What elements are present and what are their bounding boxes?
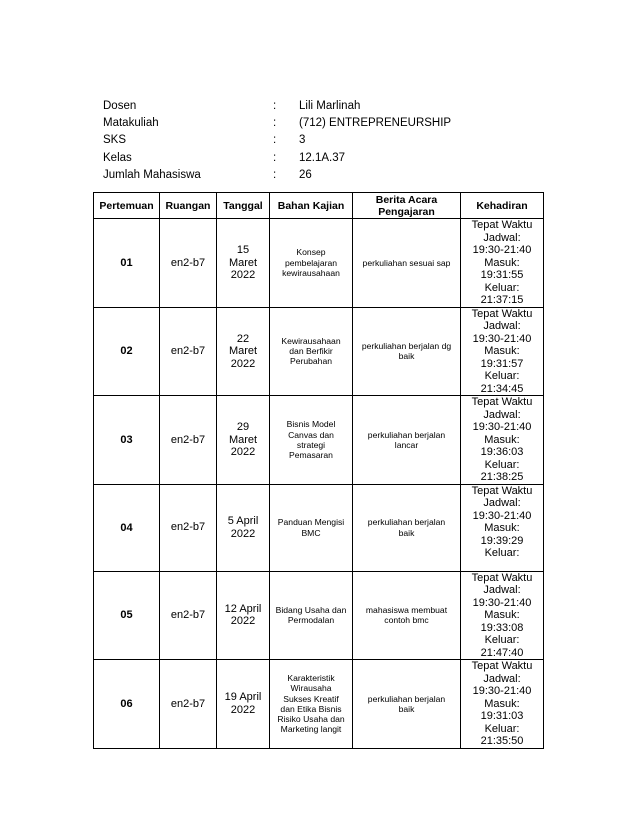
cell-berita-acara	[353, 219, 461, 308]
info-label: Kelas	[103, 151, 132, 164]
cell-berita-acara	[353, 307, 461, 396]
cell-bahan-kajian-line: Wirausaha	[290, 683, 332, 694]
cell-ruangan: en2-b7	[160, 396, 217, 485]
header-kehadiran: Kehadiran	[461, 193, 544, 219]
cell-tanggal-line: 22	[236, 332, 250, 345]
cell-kehadiran-line: Masuk:	[484, 609, 520, 621]
info-colon: :	[273, 151, 277, 164]
cell-kehadiran-line: Keluar:	[484, 634, 520, 646]
cell-ruangan: en2-b7	[160, 571, 217, 660]
cell-berita-acara	[353, 396, 461, 485]
cell-kehadiran-line: 21:47:40	[480, 646, 524, 659]
cell-tanggal-line: 2022	[230, 269, 256, 281]
cell-kehadiran-line: Tepat Waktu	[471, 571, 533, 584]
cell-kehadiran-line: Tepat Waktu	[471, 307, 533, 320]
info-row-dosen	[103, 98, 451, 115]
info-row-jumlah-mahasiswa	[103, 167, 451, 184]
cell-berita-acara	[353, 571, 461, 660]
cell-bahan-kajian-line: kewirausahaan	[282, 267, 340, 278]
cell-kehadiran-line: Keluar:	[484, 281, 520, 294]
info-row-matakuliah	[103, 115, 451, 132]
cell-bahan-kajian	[270, 571, 353, 660]
info-value: 26	[299, 168, 312, 181]
cell-berita-acara-line: baik	[398, 527, 415, 538]
cell-kehadiran-line: Masuk:	[484, 433, 520, 446]
header-pertemuan: Pertemuan	[94, 193, 160, 219]
cell-kehadiran-line: 19:30-21:40	[472, 685, 532, 697]
info-colon: :	[273, 134, 277, 147]
info-value: 12.1A.37	[299, 151, 346, 164]
cell-kehadiran-line: Masuk:	[484, 256, 520, 269]
cell-bahan-kajian	[270, 307, 353, 396]
cell-bahan-kajian-line: pembelajaran	[284, 257, 338, 268]
cell-berita-acara-line: contoh bmc	[384, 615, 429, 626]
cell-bahan-kajian-line: Marketing langit	[280, 724, 342, 735]
header-berita-acara: Berita Acara Pengajaran	[353, 193, 461, 219]
info-row-sks	[103, 132, 451, 149]
cell-berita-acara-line: perkuliahan berjalan	[367, 693, 446, 704]
cell-berita-acara-line: baik	[398, 351, 415, 362]
table-row	[94, 219, 544, 308]
header-tanggal: Tanggal	[217, 193, 270, 219]
cell-kehadiran-line: Tepat Waktu	[471, 484, 533, 497]
cell-ruangan: en2-b7	[160, 219, 217, 308]
info-label: SKS	[103, 134, 127, 147]
cell-kehadiran-line: 19:31:03	[480, 710, 524, 722]
header-bahan-kajian: Bahan Kajian	[270, 193, 353, 219]
cell-berita-acara-line: baik	[398, 703, 415, 714]
cell-tanggal-line: Maret	[228, 433, 258, 446]
cell-kehadiran-line: Masuk:	[484, 697, 520, 710]
cell-kehadiran-line: 19:30-21:40	[472, 596, 532, 609]
cell-tanggal	[217, 219, 270, 308]
cell-tanggal-line: 29	[236, 421, 250, 433]
cell-pertemuan: 02	[94, 307, 160, 396]
cell-bahan-kajian-line: Canvas dan	[288, 429, 334, 440]
cell-kehadiran-line: Jadwal:	[483, 408, 521, 421]
info-colon: :	[273, 117, 277, 130]
cell-bahan-kajian-line: Perubahan	[289, 356, 333, 367]
cell-pertemuan: 04	[94, 484, 160, 571]
cell-bahan-kajian	[270, 484, 353, 571]
cell-kehadiran-line: 19:30-21:40	[472, 332, 532, 345]
cell-tanggal-line: 15	[236, 244, 250, 256]
cell-kehadiran-line: 19:31:57	[480, 357, 524, 370]
info-colon: :	[273, 168, 277, 181]
cell-bahan-kajian-line: dan Berfikir	[289, 346, 333, 357]
cell-ruangan: en2-b7	[160, 660, 217, 749]
cell-pertemuan: 01	[94, 219, 160, 308]
cell-kehadiran-line: 21:34:45	[480, 382, 524, 395]
cell-bahan-kajian-line: dan Etika Bisnis	[280, 703, 342, 714]
cell-kehadiran-line: 19:30-21:40	[472, 421, 532, 433]
header-ruangan: Ruangan	[160, 193, 217, 219]
cell-kehadiran-line: Jadwal:	[483, 672, 521, 685]
cell-tanggal-line: 12 April	[224, 602, 262, 615]
table-row	[94, 484, 544, 571]
cell-kehadiran-line: 19:30-21:40	[472, 509, 532, 522]
cell-kehadiran-line: 21:38:25	[480, 471, 524, 483]
cell-kehadiran-line: Tepat Waktu	[471, 660, 533, 672]
attendance-table	[93, 192, 544, 749]
cell-kehadiran-line: 21:35:50	[480, 735, 524, 747]
cell-kehadiran-line	[462, 560, 542, 571]
info-value: 3	[299, 134, 306, 147]
cell-tanggal	[217, 484, 270, 571]
cell-kehadiran	[461, 219, 544, 308]
table-header-row	[94, 193, 544, 219]
cell-bahan-kajian-line: Pemasaran	[289, 449, 333, 460]
cell-kehadiran-line: Jadwal:	[483, 584, 521, 596]
info-label: Matakuliah	[103, 117, 159, 130]
cell-tanggal-line: Maret	[228, 256, 258, 269]
cell-tanggal-line: 2022	[230, 527, 256, 540]
cell-tanggal	[217, 307, 270, 396]
cell-bahan-kajian	[270, 219, 353, 308]
info-value: Lili Marlinah	[299, 100, 361, 112]
cell-bahan-kajian-line: Risiko Usaha dan	[277, 713, 345, 724]
cell-pertemuan: 06	[94, 660, 160, 749]
info-colon: :	[273, 100, 277, 112]
table-row	[94, 660, 544, 749]
cell-berita-acara-line: lancar	[394, 439, 419, 450]
cell-berita-acara-line: perkuliahan berjalan	[367, 517, 446, 528]
cell-berita-acara-line: mahasiswa membuat	[365, 605, 448, 616]
info-label: Jumlah Mahasiswa	[103, 168, 201, 181]
table-row	[94, 307, 544, 396]
cell-bahan-kajian-line: Konsep	[296, 247, 326, 258]
cell-berita-acara-line: perkuliahan berjalan dg	[361, 341, 452, 352]
table-body	[94, 219, 544, 749]
cell-bahan-kajian-line: strategi	[296, 439, 326, 450]
cell-kehadiran-line: Jadwal:	[483, 497, 521, 509]
cell-kehadiran-line: Masuk:	[484, 522, 520, 534]
cell-tanggal-line: 2022	[230, 446, 256, 458]
cell-kehadiran-line: Keluar:	[484, 547, 520, 559]
cell-bahan-kajian	[270, 660, 353, 749]
cell-tanggal-line: 19 April	[224, 691, 262, 704]
cell-ruangan: en2-b7	[160, 307, 217, 396]
table-row	[94, 571, 544, 660]
cell-bahan-kajian-line: Sukses Kreatif	[283, 693, 339, 704]
cell-bahan-kajian-line: Bisnis Model	[286, 419, 336, 430]
cell-tanggal	[217, 396, 270, 485]
cell-bahan-kajian-line: Karakteristik	[287, 673, 335, 684]
cell-kehadiran-line: Tepat Waktu	[471, 396, 533, 408]
cell-kehadiran	[461, 484, 544, 571]
cell-bahan-kajian	[270, 396, 353, 485]
cell-kehadiran-line: Tepat Waktu	[471, 219, 533, 231]
cell-pertemuan: 03	[94, 396, 160, 485]
cell-tanggal-line: Maret	[228, 345, 258, 357]
cell-bahan-kajian-line: Panduan Mengisi	[277, 517, 345, 528]
cell-kehadiran-line: 19:33:08	[480, 621, 524, 634]
course-info	[103, 98, 451, 184]
cell-kehadiran-line: 19:31:55	[480, 269, 524, 281]
cell-bahan-kajian-line: Permodalan	[287, 615, 335, 626]
cell-kehadiran-line: 19:30-21:40	[472, 244, 532, 256]
info-row-kelas	[103, 150, 451, 167]
cell-tanggal	[217, 571, 270, 660]
cell-tanggal-line: 2022	[230, 357, 256, 370]
cell-tanggal-line: 5 April	[227, 515, 259, 527]
cell-berita-acara	[353, 660, 461, 749]
cell-kehadiran-line: 21:37:15	[480, 294, 524, 306]
cell-pertemuan: 05	[94, 571, 160, 660]
cell-bahan-kajian-line: Kewirausahaan	[281, 335, 341, 346]
cell-kehadiran-line: Masuk:	[484, 345, 520, 357]
cell-ruangan: en2-b7	[160, 484, 217, 571]
table-row	[94, 396, 544, 485]
cell-kehadiran-line: Keluar:	[484, 370, 520, 382]
cell-kehadiran	[461, 571, 544, 660]
cell-berita-acara-line: perkuliahan sesuai sap	[362, 257, 451, 268]
info-value: (712) ENTREPRENEURSHIP	[299, 117, 452, 130]
cell-bahan-kajian-line: BMC	[301, 527, 321, 538]
cell-kehadiran-line: Jadwal:	[483, 320, 521, 332]
cell-tanggal-line: 2022	[230, 703, 256, 716]
cell-berita-acara-line: perkuliahan berjalan	[367, 429, 446, 440]
info-label: Dosen	[103, 100, 137, 112]
cell-tanggal	[217, 660, 270, 749]
cell-kehadiran-line: Keluar:	[484, 722, 520, 735]
cell-kehadiran	[461, 660, 544, 749]
cell-kehadiran-line: Jadwal:	[483, 231, 521, 244]
cell-kehadiran-line: Keluar:	[484, 458, 520, 471]
cell-tanggal-line: 2022	[230, 615, 256, 628]
cell-berita-acara	[353, 484, 461, 571]
cell-kehadiran-line: 19:36:03	[480, 446, 524, 458]
cell-bahan-kajian-line: Bidang Usaha dan	[275, 605, 347, 616]
cell-kehadiran	[461, 307, 544, 396]
cell-kehadiran-line: 19:39:29	[480, 534, 524, 547]
cell-kehadiran	[461, 396, 544, 485]
